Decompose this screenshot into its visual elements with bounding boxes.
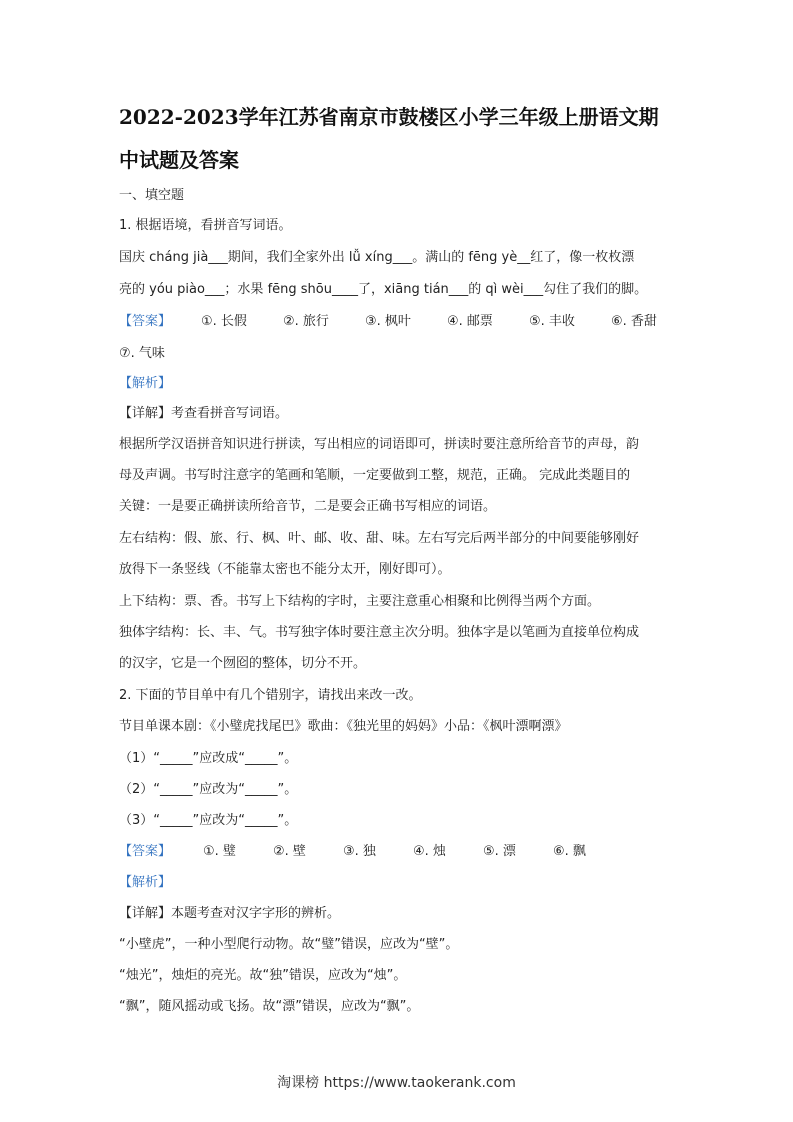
document-title-line-1: 2022-2023学年江苏省南京市鼓楼区小学三年级上册语文期 (119, 105, 659, 129)
explanation-line: 放得下一条竖线（不能靠太密也不能分太开，刚好即可）。 (119, 562, 451, 577)
explanation-line: 独体字结构：长、丰、气。书写独字体时要注意主次分明。独体字是以笔画为直接单位构成 (119, 625, 640, 640)
answer-item: ①. 长假 (201, 314, 247, 329)
answer-item: ③. 独 (343, 844, 376, 859)
section-heading: 一、填空题 (119, 188, 185, 203)
document-title-line-2: 中试题及答案 (119, 148, 239, 172)
answer-item: ⑥. 香甜 (611, 314, 657, 329)
question-2-blank: （1）“_____”应改成“_____”。 (119, 751, 298, 766)
answer-item: ④. 烛 (413, 844, 446, 859)
answer-item: ⑤. 丰收 (529, 314, 575, 329)
answer-label: 【答案】 (119, 844, 172, 859)
analysis-label: 【解析】 (119, 376, 172, 391)
analysis-label: 【解析】 (119, 875, 172, 890)
answer-item: ⑤. 漂 (483, 844, 516, 859)
question-2-stem: 2. 下面的节目单中有几个错别字，请找出来改一改。 (119, 688, 422, 703)
answer-item: ②. 壁 (273, 844, 306, 859)
answer-item: ④. 邮票 (447, 314, 493, 329)
question-2-blank: （2）“_____”应改为“_____”。 (119, 782, 298, 797)
explanation-line: “烛光”，烛炬的亮光。故“独”错误，应改为“烛”。 (119, 968, 407, 983)
question-2-answer-row (119, 842, 679, 862)
footer-watermark: 淘课榜 https://www.taokerank.com (277, 1075, 516, 1091)
explanation-line: 上下结构：票、香。书写上下结构的字时，主要注意重心相聚和比例得当两个方面。 (119, 594, 601, 609)
question-1-text-line-1: 国庆 cháng jià___期间，我们全家外出 lǚ xíng___。满山的 fēng yè__红了，像一枚枚漂 (119, 250, 635, 265)
answer-label: 【答案】 (119, 314, 172, 329)
explanation-line: 母及声调。书写时注意字的笔画和笔顺，一定要做到工整，规范，正确。 完成此类题目的 (119, 468, 631, 483)
explanation-line: 根据所学汉语拼音知识进行拼读，写出相应的词语即可，拼读时要注意所给音节的声母，韵 (119, 437, 640, 452)
answer-item: ③. 枫叶 (365, 314, 411, 329)
question-1-answer-row (119, 312, 679, 332)
answer-item: ⑦. 气味 (119, 346, 165, 361)
explanation-line: “飘”，随风摇动或飞扬。故“漂”错误，应改为“飘”。 (119, 999, 420, 1014)
explanation-line: “小壁虎”，一种小型爬行动物。故“璧”错误，应改为“壁”。 (119, 937, 459, 952)
explanation-line: 的汉字，它是一个囫囵的整体，切分不开。 (119, 656, 367, 671)
question-2-program: 节目单课本剧：《小璧虎找尾巴》歌曲：《独光里的妈妈》小品：《枫叶漂啊漂》 (119, 719, 568, 734)
explanation-line: 左右结构：假、旅、行、枫、叶、邮、收、甜、味。左右写完后两半部分的中间要能够刚好 (119, 531, 640, 546)
answer-item: ②. 旅行 (283, 314, 329, 329)
answer-item: ⑥. 飘 (553, 844, 586, 859)
detail-heading: 【详解】本题考查对汉字字形的辨析。 (119, 906, 341, 921)
answer-item: ①. 璧 (203, 844, 236, 859)
explanation-line: 关键：一是要正确拼读所给音节，二是要会正确书写相应的词语。 (119, 499, 497, 514)
question-1-text-line-2: 亮的 yóu piào___；水果 fēng shōu____了，xiāng tián___的 qì wèi___勾住了我们的脚。 (119, 282, 648, 297)
question-1-stem: 1. 根据语境，看拼音写词语。 (119, 218, 292, 233)
detail-heading: 【详解】考查看拼音写词语。 (119, 406, 289, 421)
question-2-blank: （3）“_____”应改为“_____”。 (119, 813, 298, 828)
